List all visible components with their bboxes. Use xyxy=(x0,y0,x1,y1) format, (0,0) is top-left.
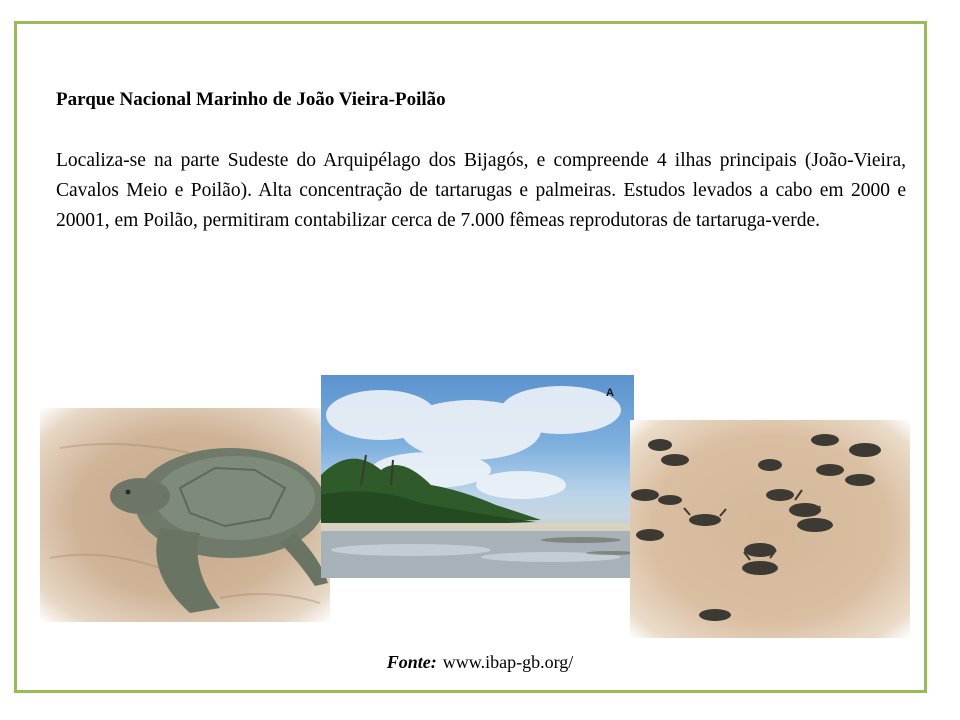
turtle-hatchlings-photo xyxy=(630,420,910,638)
source-citation xyxy=(0,652,960,673)
beach-landscape-photo xyxy=(321,375,634,578)
source-url: www.ibap-gb.org/ xyxy=(442,652,574,672)
sea-turtle-illustration xyxy=(40,408,330,622)
beach-landscape-illustration xyxy=(321,375,634,578)
hatchlings-illustration xyxy=(630,420,910,638)
photo-panel-label: A xyxy=(606,387,614,399)
source-label: Fonte: xyxy=(386,652,437,672)
slide-title: Parque Nacional Marinho de João Vieira-Poilão xyxy=(56,89,446,110)
slide-body-text: Localiza-se na parte Sudeste do Arquipélago dos Bijagós, e compreende 4 ilhas principais (João-Vieira, Cavalos Meio e Poilão). Alta concentração de tartarugas e palmeiras. Estudos levados a cabo em 2000 e 20001, em Poilão, permitiram contabilizar cerca de 7.000 fêmeas reprodutoras de tartaruga-verde. xyxy=(56,150,906,231)
sea-turtle-photo xyxy=(40,408,330,622)
